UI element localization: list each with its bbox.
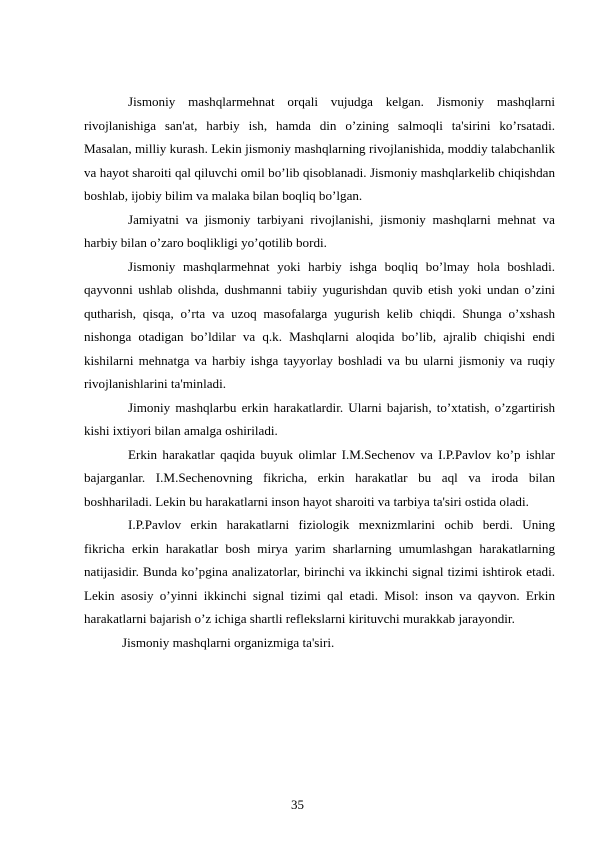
page-number: 35 <box>291 797 304 812</box>
paragraph-sechenov-pavlov: Erkin harakatlar qaqida buyuk olimlar I.M.Sechenov va I.P.Pavlov ko’p ishlar bajarganlar. I.M.Sechenovning fikricha, erkin harakatlar bu aql va iroda bilan boshhariladi. Lekin bu harakatlarni inson hayot sharoiti va tarbiya ta'siri ostida oladi. <box>84 446 555 509</box>
paragraph-pavlov-mechanisms: I.P.Pavlov erkin harakatlarni fiziologik mexnizmlarini ochib berdi. Uning fikricha erkin harakatlar bosh mirya yarim sharlarning umumlashgan harakatlarning natijasidir. Bunda ko’pgina analizatorlar, birinchi va ikkinchi signal tizimi ishtirok etadi. Lekin asosiy o’yinni ikkinchi signal tizimi qal etadi. Misol: inson va qayvon. Erkin harakatlarni bajarish o’z ichiga shartli reflekslarni kirituvchi murakkab jarayondir. <box>84 517 555 626</box>
paragraph-origin: Jismoniy mashqlarmehnat orqali vujudga kelgan. Jismoniy mashqlarni rivojlanishiga san'at, harbiy ish, hamda din o’zining salmoqli ta'sirini ko’rsatadi. Masalan, milliy kurash. Lekin jismoniy mashqlarning rivojlanishida, moddiy talabchanlik va hayot sharoiti qal qiluvchi omil bo’lib qisoblanadi. Jismoniy mashqlarkelib chiqishdan boshlab, ijobiy bilim va malaka bilan boqliq bo’lgan. <box>84 94 555 203</box>
paragraph-separation: Jismoniy mashqlarmehnat yoki harbiy ishga boqliq bo’lmay hola boshladi. qayvonni ushlab olishda, dushmanni tabiiy yugurishdan quvib etish yoki undan o’zini qutharish, qisqa, o’rta va uzoq masofalarga yugurish kelib chiqdi. Shunga o’xshash nishonga otadigan bo’ldilar va q.k. Mashqlarni aloqida bo’lib, ajralib chiqishi endi kishilarni mehnatga va harbiy ishga tayyorlay boshladi va bu ularni jismoniy va ruqiy rivojlanishlarini ta'minladi. <box>84 258 555 391</box>
paragraph-development: Jamiyatni va jismoniy tarbiyani rivojlanishi, jismoniy mashqlarni mehnat va harbiy bilan o’zaro boqlikligi yo’qotilib bordi. <box>84 211 555 250</box>
body-text <box>84 90 555 654</box>
paragraph-free-movements: Jimoniy mashqlarbu erkin harakatlardir. Ularni bajarish, to’xtatish, o’zgartirish kishi ixtiyori bilan amalga oshiriladi. <box>84 399 555 438</box>
section-heading: Jismoniy mashqlarni organizmiga ta'siri. <box>122 634 335 650</box>
